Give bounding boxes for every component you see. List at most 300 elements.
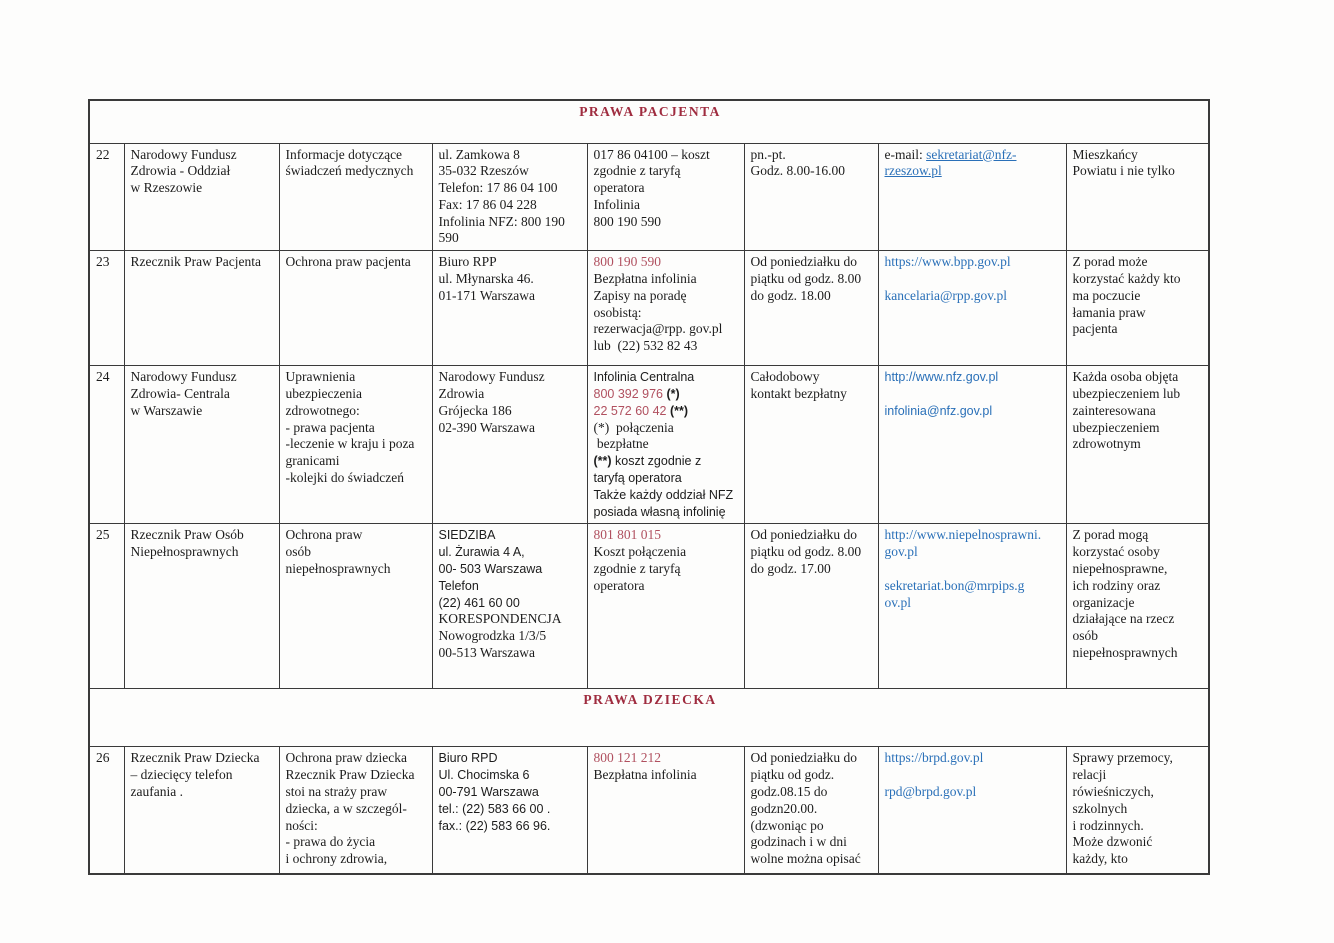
text-line (439, 561, 583, 578)
text-segment: tel.: (22) 583 66 00 . (438, 801, 551, 816)
row-number: 24 (89, 366, 124, 524)
institution-name (124, 143, 279, 251)
hyperlink[interactable]: sekretariat.bon@mrpips.g (884, 577, 1025, 593)
text-segment: ul. Zamkowa 8 (438, 146, 520, 162)
text-line (439, 611, 583, 628)
text-segment: ubezpieczeniem (1072, 419, 1160, 435)
phone-info (587, 747, 744, 874)
text-segment: korzystać osoby (1072, 544, 1160, 560)
text-segment: zaufania . (130, 784, 183, 800)
text-segment: Ochrona praw pacjenta (285, 254, 411, 270)
text-segment: stoi na straży praw (285, 784, 388, 800)
text-line (751, 544, 874, 561)
text-line (751, 851, 874, 868)
hours (744, 524, 878, 689)
text-segment: Rzecznik Praw Pacjenta (130, 254, 261, 270)
text-line (751, 288, 874, 305)
text-line (885, 403, 1062, 420)
text-line (1073, 436, 1205, 453)
text-segment: granicami (285, 453, 340, 469)
hyperlink[interactable]: gov.pl (884, 544, 918, 560)
text-segment: 590 (438, 230, 459, 246)
text-line (885, 288, 1062, 305)
institution-name (124, 747, 279, 874)
text-line (1073, 834, 1205, 851)
text-line (439, 544, 583, 561)
text-segment: 01-171 Warszawa (438, 287, 536, 303)
text-segment: zdrowotnego: (285, 402, 360, 418)
text-segment: Zdrowia (438, 386, 485, 402)
text-segment: Niepełnosprawnych (130, 544, 239, 560)
text-segment: Uprawnienia (285, 369, 356, 385)
text-line (439, 645, 583, 662)
text-segment: Ul. Chocimska 6 (438, 768, 530, 783)
text-segment: organizacje (1072, 594, 1135, 610)
text-line (286, 470, 428, 487)
text-segment: Także każdy oddział NFZ (593, 487, 734, 502)
text-line (286, 403, 428, 420)
text-line (286, 527, 428, 544)
text-line (439, 254, 583, 271)
text-segment: Fax: 17 86 04 228 (438, 196, 537, 212)
text-line (594, 147, 740, 164)
text-line (594, 271, 740, 288)
text-line (594, 403, 740, 420)
text-line (1073, 544, 1205, 561)
text-segment: osobistą: (593, 304, 642, 320)
text-segment: w Rzeszowie (130, 180, 203, 196)
text-line (286, 386, 428, 403)
text-line (439, 750, 583, 767)
audience (1066, 366, 1209, 524)
text-line (439, 628, 583, 645)
text-line (594, 561, 740, 578)
hyperlink[interactable]: sekretariat@nfz- (926, 146, 1017, 162)
text-segment: Rzecznik Praw Dziecka (130, 750, 260, 766)
text-line (439, 784, 583, 801)
text-line (286, 784, 428, 801)
text-line (1073, 784, 1205, 801)
text-line (131, 544, 275, 561)
text-segment: 00-791 Warszawa (438, 785, 539, 800)
audience (1066, 747, 1209, 874)
phone-info (587, 524, 744, 689)
text-line (1073, 578, 1205, 595)
text-line (594, 338, 740, 355)
text-segment: 800 121 212 (593, 750, 661, 766)
text-line (885, 578, 1062, 595)
text-segment: szkolnych (1072, 800, 1128, 816)
text-line (286, 420, 428, 437)
text-line (439, 288, 583, 305)
text-line (751, 750, 874, 767)
text-segment: 801 801 015 (593, 527, 661, 543)
institution-name (124, 366, 279, 524)
text-line (131, 403, 275, 420)
contact-links (878, 747, 1066, 874)
audience (1066, 524, 1209, 689)
text-line (594, 750, 740, 767)
text-segment: Sprawy przemocy, (1072, 750, 1173, 766)
text-line (131, 369, 275, 386)
phone-info (587, 143, 744, 251)
text-segment: 35-032 Rzeszów (438, 163, 529, 179)
text-line (439, 147, 583, 164)
text-segment: dziecka, a w szczegól- (285, 800, 407, 816)
text-line (594, 420, 740, 437)
text-line (439, 386, 583, 403)
text-line (286, 750, 428, 767)
scope-description (279, 524, 432, 689)
text-line (885, 147, 1062, 164)
text-segment: KORESPONDENCJA (438, 611, 562, 627)
text-segment: Narodowy Fundusz (438, 369, 545, 385)
text-segment: kontakt bezpłatny (750, 386, 847, 402)
contact-links (878, 143, 1066, 251)
text-segment: ich rodziny oraz (1072, 577, 1161, 593)
text-segment: niepełnosprawnych (285, 561, 391, 577)
hyperlink[interactable]: infolinia@nfz.gov.pl (884, 403, 993, 418)
text-line (594, 470, 740, 487)
text-segment: godz.08.15 do (750, 784, 828, 800)
row-number: 23 (89, 251, 124, 366)
text-segment: Może dzwonić (1072, 834, 1153, 850)
text-line (885, 254, 1062, 271)
contact-links (878, 366, 1066, 524)
section-title: PRAWA DZIECKA (89, 689, 1209, 747)
text-line (286, 163, 428, 180)
text-line (594, 578, 740, 595)
text-line (751, 147, 874, 164)
hyperlink[interactable]: http://www.niepelnosprawni. (884, 527, 1042, 543)
text-segment: Narodowy Fundusz (130, 146, 237, 162)
table-row (89, 143, 1209, 251)
text-line (1073, 527, 1205, 544)
text-line (131, 527, 275, 544)
hyperlink[interactable]: rpd@brpd.gov.pl (884, 784, 977, 800)
table-row (89, 747, 1209, 874)
text-segment: Zapisy na poradę (593, 287, 687, 303)
text-segment: Telefon: 17 86 04 100 (438, 180, 558, 196)
hyperlink[interactable]: https://www.bpp.gov.pl (884, 254, 1011, 270)
text-segment (885, 386, 888, 401)
contact-links (878, 524, 1066, 689)
text-segment: Bezpłatna infolinia (593, 767, 697, 783)
text-segment: każdy, kto (1072, 851, 1128, 867)
hyperlink[interactable]: ov.pl (884, 594, 911, 610)
text-segment: zgodnie z taryfą (593, 561, 681, 577)
contacts-table (88, 99, 1210, 875)
text-line (131, 180, 275, 197)
text-segment: osób (1072, 628, 1099, 644)
row-number: 25 (89, 524, 124, 689)
text-line (439, 595, 583, 612)
text-segment: ul. Młynarska 46. (438, 271, 534, 287)
table-row (89, 366, 1209, 524)
text-line (1073, 386, 1205, 403)
text-line (751, 386, 874, 403)
text-line (885, 767, 1062, 784)
text-line (286, 369, 428, 386)
text-segment: rezerwacja@rpp. gov.pl (593, 321, 723, 337)
text-segment: (**) (593, 454, 616, 469)
text-segment: Koszt połączenia (593, 544, 687, 560)
text-line (594, 527, 740, 544)
text-line (439, 420, 583, 437)
text-segment: 00-513 Warszawa (438, 645, 536, 661)
scope-description (279, 366, 432, 524)
audience (1066, 251, 1209, 366)
text-line (751, 561, 874, 578)
text-line (751, 527, 874, 544)
text-line (1073, 818, 1205, 835)
text-line (594, 436, 740, 453)
text-line (1073, 288, 1205, 305)
text-line (1073, 420, 1205, 437)
text-segment: 017 86 04100 – koszt (593, 146, 710, 162)
text-segment: godzn20.00. (750, 800, 818, 816)
text-line (751, 163, 874, 180)
text-segment: - prawa pacjenta (285, 419, 375, 435)
scope-description (279, 251, 432, 366)
text-segment: Narodowy Fundusz (130, 369, 237, 385)
text-line (885, 386, 1062, 403)
text-segment: i rodzinnych. (1072, 817, 1144, 833)
text-line (439, 403, 583, 420)
text-segment: fax.: (22) 583 66 96. (438, 818, 551, 833)
address (432, 251, 587, 366)
text-segment: 800 392 976 (593, 387, 667, 402)
text-line (1073, 561, 1205, 578)
text-segment: koszt zgodnie z (615, 454, 702, 469)
text-segment: Infolinia (593, 196, 640, 212)
text-segment: Informacje dotyczące (285, 146, 403, 162)
text-segment: Każda osoba objęta (1072, 369, 1179, 385)
text-line (131, 147, 275, 164)
text-segment (885, 767, 888, 782)
text-line (131, 784, 275, 801)
address (432, 143, 587, 251)
text-line (885, 271, 1062, 288)
text-line (1073, 254, 1205, 271)
text-line (286, 544, 428, 561)
text-line (594, 386, 740, 403)
text-line (1073, 750, 1205, 767)
text-line (131, 767, 275, 784)
text-segment: i ochrony zdrowia, (285, 851, 388, 867)
text-segment: piątku od godz. (750, 767, 835, 783)
text-segment: Ochrona praw dziecka (285, 750, 407, 766)
text-line (286, 561, 428, 578)
text-segment: wolne można opisać (750, 851, 861, 867)
text-segment: osób (285, 544, 312, 560)
text-segment: Nowogrodzka 1/3/5 (438, 628, 547, 644)
hours (744, 251, 878, 366)
text-line (594, 369, 740, 386)
text-segment: - prawa do życia (285, 834, 376, 850)
text-line (286, 818, 428, 835)
text-segment: w Warszawie (130, 402, 203, 418)
text-segment: pn.-pt. (750, 146, 786, 162)
text-line (439, 767, 583, 784)
text-segment: Telefon (438, 578, 479, 593)
text-segment: Rzecznik Praw Osób (130, 527, 244, 543)
text-line (131, 750, 275, 767)
text-line (1073, 305, 1205, 322)
address (432, 524, 587, 689)
contact-links (878, 251, 1066, 366)
text-line (1073, 595, 1205, 612)
text-segment: zdrowotnym (1072, 436, 1141, 452)
text-segment: Bezpłatna infolinia (593, 271, 697, 287)
text-segment: ubezpieczeniem lub (1072, 386, 1181, 402)
text-segment: ności: (285, 817, 318, 833)
text-segment: rówieśniczych, (1072, 784, 1154, 800)
text-segment: (dzwoniąc po (750, 817, 824, 833)
text-line (1073, 801, 1205, 818)
text-line (751, 784, 874, 801)
address (432, 747, 587, 874)
text-segment: relacji (1072, 767, 1107, 783)
text-line (439, 818, 583, 835)
text-segment: (*) połączenia (593, 419, 674, 435)
text-segment: zgodnie z taryfą (593, 163, 681, 179)
text-segment: Od poniedziałku do (750, 750, 857, 766)
text-segment: Mieszkańcy (1072, 146, 1138, 162)
text-line (751, 801, 874, 818)
text-line (885, 527, 1062, 544)
text-line (594, 305, 740, 322)
text-line (1073, 271, 1205, 288)
row-number: 22 (89, 143, 124, 251)
text-line (885, 163, 1062, 180)
hyperlink[interactable]: kancelaria@rpp.gov.pl (884, 287, 1008, 303)
text-segment: Od poniedziałku do (750, 254, 857, 270)
text-line (286, 834, 428, 851)
hyperlink[interactable]: rzeszow.pl (884, 163, 942, 179)
text-line (439, 369, 583, 386)
text-segment: (**) (669, 403, 689, 418)
text-segment (885, 271, 888, 286)
text-segment: łamania praw (1072, 304, 1146, 320)
text-segment: Infolinia NFZ: 800 190 (438, 213, 565, 229)
text-segment: działające na rzecz (1072, 611, 1175, 627)
text-line (439, 163, 583, 180)
text-line (751, 369, 874, 386)
text-line (885, 369, 1062, 386)
text-line (885, 595, 1062, 612)
scope-description (279, 747, 432, 874)
hyperlink[interactable]: https://brpd.gov.pl (884, 750, 984, 766)
hyperlink[interactable]: http://www.nfz.gov.pl (884, 370, 999, 385)
text-line (439, 801, 583, 818)
text-segment: niepełnosprawnych (1072, 645, 1178, 661)
text-line (594, 288, 740, 305)
phone-info (587, 366, 744, 524)
text-line (594, 180, 740, 197)
address (432, 366, 587, 524)
hours (744, 143, 878, 251)
institution-name (124, 524, 279, 689)
text-segment: 00- 503 Warszawa (438, 562, 543, 577)
text-line (1073, 645, 1205, 662)
text-line (885, 544, 1062, 561)
text-line (751, 254, 874, 271)
text-line (1073, 403, 1205, 420)
text-line (439, 180, 583, 197)
text-line (286, 453, 428, 470)
hours (744, 747, 878, 874)
text-segment: Zdrowia- Centrala (130, 386, 230, 402)
text-line (1073, 321, 1205, 338)
text-segment: e-mail: (884, 146, 927, 162)
text-line (594, 254, 740, 271)
text-line (286, 147, 428, 164)
text-segment: lub (22) 532 82 43 (593, 338, 698, 354)
text-line (131, 254, 275, 271)
section-title: PRAWA PACJENTA (89, 100, 1209, 143)
text-line (751, 834, 874, 851)
text-line (885, 750, 1062, 767)
text-line (751, 271, 874, 288)
text-line (594, 163, 740, 180)
text-line (594, 487, 740, 504)
text-line (439, 197, 583, 214)
text-segment: Ochrona praw (285, 527, 363, 543)
text-segment: Infolinia Centralna (593, 370, 695, 385)
text-segment: do godz. 17.00 (750, 561, 831, 577)
text-line (1073, 611, 1205, 628)
text-segment: -leczenie w kraju i poza (285, 436, 415, 452)
text-line (439, 271, 583, 288)
text-segment: SIEDZIBA (438, 528, 496, 543)
text-segment: 02-390 Warszawa (438, 419, 536, 435)
audience (1066, 143, 1209, 251)
text-segment: -kolejki do świadczeń (285, 470, 404, 486)
text-segment: bezpłatne (593, 436, 649, 452)
text-segment: (22) 461 60 00 (438, 595, 520, 610)
text-line (1073, 851, 1205, 868)
text-line (751, 818, 874, 835)
text-line (1073, 163, 1205, 180)
text-line (439, 578, 583, 595)
institution-name (124, 251, 279, 366)
scope-description (279, 143, 432, 251)
text-line (751, 767, 874, 784)
text-segment: 800 190 590 (593, 254, 661, 270)
table-row (89, 251, 1209, 366)
text-line (131, 163, 275, 180)
text-segment: ul. Żurawia 4 A, (438, 545, 525, 560)
text-line (594, 214, 740, 231)
text-segment: Powiatu i nie tylko (1072, 163, 1175, 179)
text-line (1073, 628, 1205, 645)
text-line (594, 544, 740, 561)
text-segment: zainteresowana (1072, 402, 1156, 418)
text-line (594, 767, 740, 784)
text-segment: piątku od godz. 8.00 (750, 271, 862, 287)
text-line (286, 254, 428, 271)
text-line (1073, 369, 1205, 386)
text-line (594, 197, 740, 214)
text-segment: Biuro RPD (438, 751, 498, 766)
text-segment: korzystać każdy kto (1072, 271, 1181, 287)
text-segment: (*) (666, 387, 680, 402)
text-segment: 800 190 590 (593, 213, 661, 229)
text-segment: taryfą operatora (593, 471, 682, 486)
text-segment (885, 561, 888, 576)
text-segment: Zdrowia - Oddział (130, 163, 231, 179)
